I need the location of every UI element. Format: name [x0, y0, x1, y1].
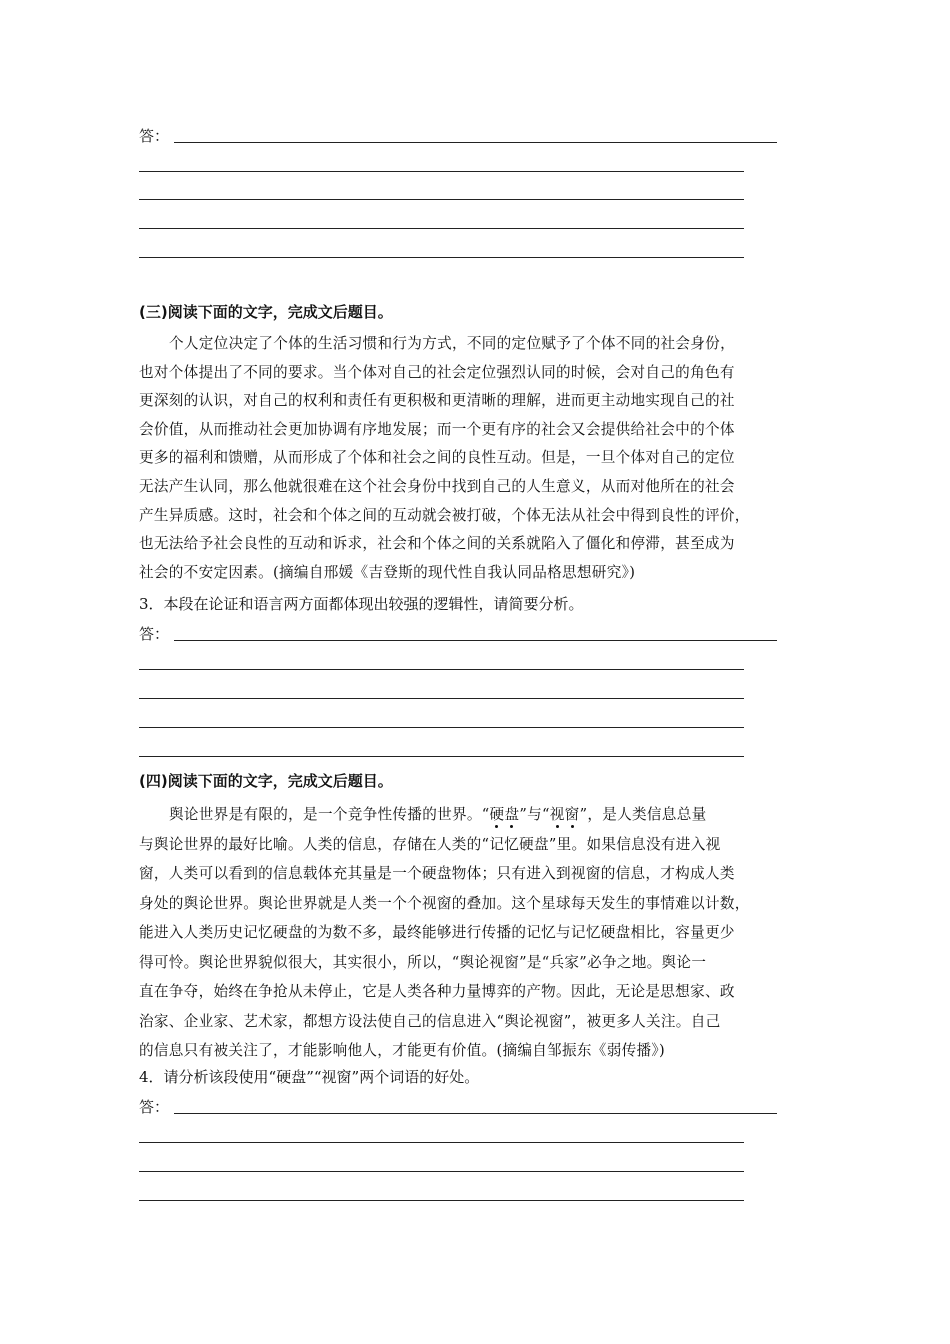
- emphasis-char: 窗: [564, 806, 580, 823]
- passage-line: 更多的福利和馈赠，从而形成了个体和社会之间的良性互动。但是，一旦个体对自己的定位: [139, 449, 735, 467]
- passage: [139, 330, 819, 587]
- passage-line: 舆论世界是有限的，是一个竞争性传播的世界。“硬盘”与“视窗”，是人类信息总量: [169, 806, 707, 823]
- answer-line[interactable]: [139, 1171, 744, 1172]
- passage-line: 身处的舆论世界。舆论世界就是人类一个个视窗的叠加。这个星球每天发生的事情难以计数，: [139, 894, 750, 912]
- passage-line: 无法产生认同，那么他就很难在这个社会身份中找到自己的人生意义，从而对他所在的社会: [139, 477, 735, 495]
- answer-label: 答：: [139, 1098, 170, 1116]
- passage-line: 个人定位决定了个体的生活习惯和行为方式，不同的定位赋予了个体不同的社会身份，: [169, 335, 735, 352]
- answer-label: 答：: [139, 625, 170, 643]
- emphasis-char: 盘: [504, 806, 520, 823]
- answer-line[interactable]: [139, 257, 744, 258]
- answer-line[interactable]: [139, 698, 744, 699]
- emphasis-char: 硬: [489, 806, 505, 823]
- answer-line[interactable]: [139, 756, 744, 757]
- passage-line: 得可怜。舆论世界貌似很大，其实很小，所以，“舆论视窗”是“兵家”必争之地。舆论一: [139, 953, 707, 971]
- emphasis-char: 视: [549, 806, 565, 823]
- passage: [139, 800, 819, 1066]
- section-heading: (三)阅读下面的文字，完成文后题目。: [139, 303, 393, 321]
- answer-line[interactable]: [139, 199, 744, 200]
- passage-line: 能进入人类历史记忆硬盘的为数不多，最终能够进行传播的记忆与记忆硬盘相比，容量更少: [139, 924, 735, 941]
- answer-line[interactable]: [139, 669, 744, 670]
- section-heading: (四)阅读下面的文字，完成文后题目。: [139, 772, 393, 790]
- passage-line: 产生异质感。这时，社会和个体之间的互动就会被打破，个体无法从社会中得到良性的评价，: [139, 506, 750, 524]
- passage-line: 社会的不安定因素。(摘编自邢媛《吉登斯的现代性自我认同品格思想研究》): [139, 563, 636, 581]
- passage-line: 治家、企业家、艺术家，都想方设法使自己的信息进入“舆论视窗”，被更多人关注。自己: [139, 1012, 721, 1030]
- passage-line: 的信息只有被关注了，才能影响他人，才能更有价值。(摘编自邹振东《弱传播》): [139, 1042, 665, 1059]
- question-3: 3．本段在论证和语言两方面都体现出较强的逻辑性，请简要分析。: [139, 595, 584, 613]
- passage-line: 也对个体提出了不同的要求。当个体对自己的社会定位强烈认同的时候，会对自己的角色有: [139, 363, 735, 381]
- passage-line: 与舆论世界的最好比喻。人类的信息，存储在人类的“记忆硬盘”里。如果信息没有进入视: [139, 835, 721, 853]
- passage-line: 直在争夺，始终在争抢从未停止，它是人类各种力量博弈的产物。因此，无论是思想家、政: [139, 983, 735, 1000]
- passage-line: 会价值，从而推动社会更加协调有序地发展；而一个更有序的社会又会提供给社会中的个体: [139, 420, 735, 438]
- answer-line[interactable]: [139, 1200, 744, 1201]
- passage-line: 窗，人类可以看到的信息载体充其量是一个硬盘物体；只有进入到视窗的信息，才构成人类: [139, 865, 735, 882]
- answer-line[interactable]: [139, 1142, 744, 1143]
- answer-line[interactable]: [174, 142, 777, 143]
- answer-label: 答：: [139, 127, 170, 145]
- answer-line[interactable]: [174, 1113, 777, 1114]
- answer-line[interactable]: [174, 640, 777, 641]
- answer-line[interactable]: [139, 228, 744, 229]
- answer-line[interactable]: [139, 727, 744, 728]
- passage-line: 更深刻的认识，对自己的权利和责任有更积极和更清晰的理解，进而更主动地实现自己的社: [139, 392, 735, 410]
- answer-line[interactable]: [139, 171, 744, 172]
- question-4: 4．请分析该段使用“硬盘”“视窗”两个词语的好处。: [139, 1068, 480, 1086]
- passage-line: 也无法给予社会良性的互动和诉求，社会和个体之间的关系就陷入了僵化和停滞，甚至成为: [139, 535, 735, 553]
